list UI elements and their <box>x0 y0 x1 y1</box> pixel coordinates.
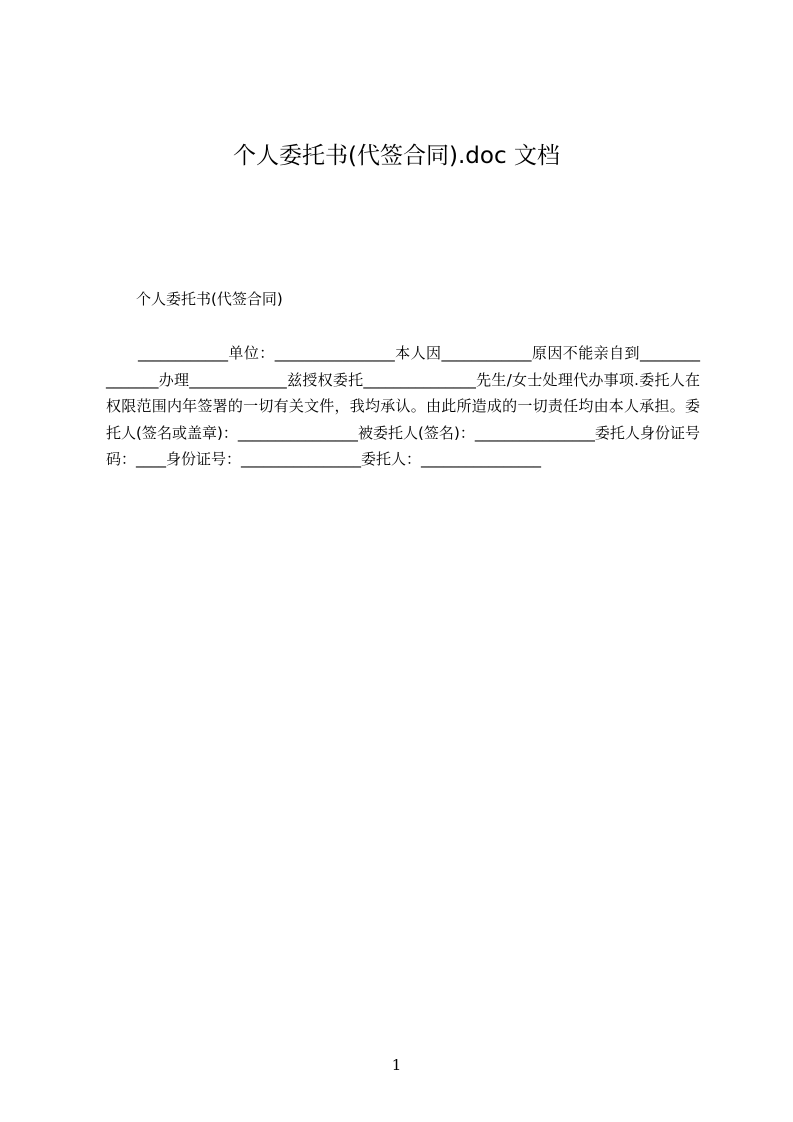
document-title: 个人委托书(代签合同).doc 文档 <box>233 143 560 169</box>
document-body-paragraph: ____________单位：________________本人因____________原因不能亲自到_______________办理_____________兹授权委托_______________先生/女士处理代办事项.委托人在权限范围内年签署的一切有关文件，我均承认。由此所造成的一切责任均由本人承担。委托人(签名或盖章)：________________被委托人(签名)：________________委托人身份证号码：____身份证号：________________委托人：________________ <box>106 344 700 468</box>
page-number: 1 <box>391 1056 402 1074</box>
document-subheading: 个人委托书(代签合同) <box>136 290 283 308</box>
